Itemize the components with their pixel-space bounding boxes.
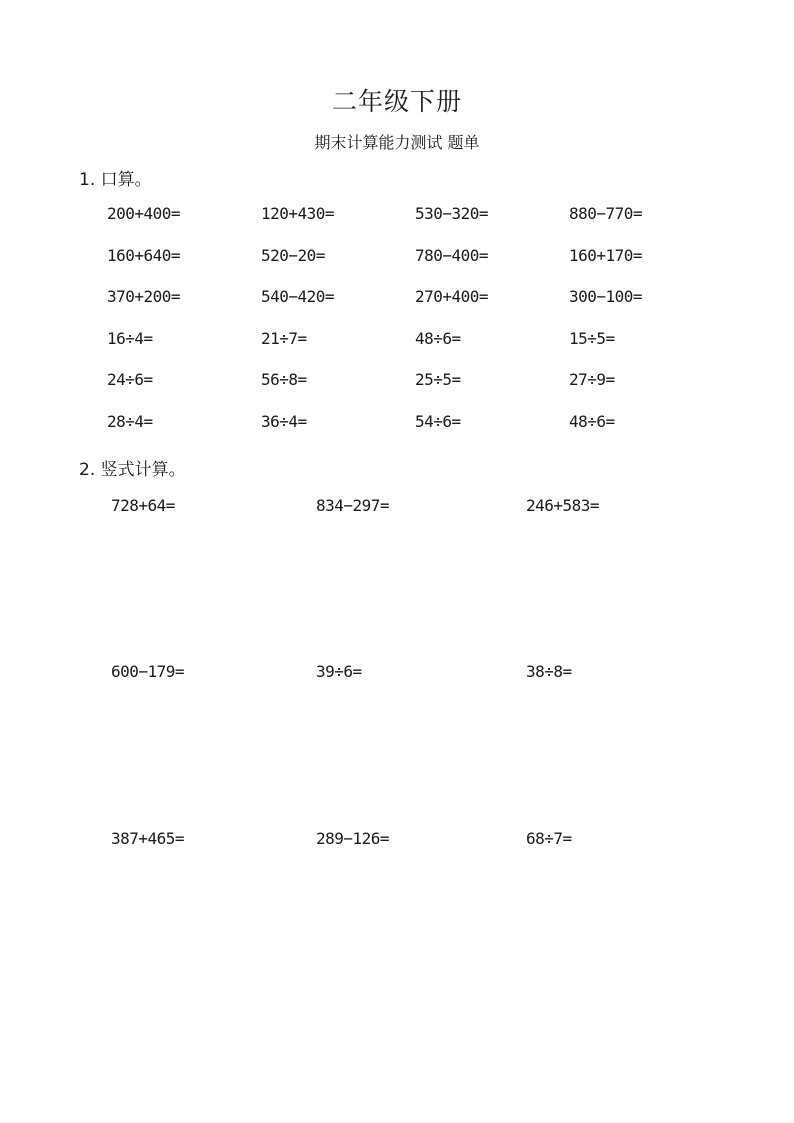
- oral-problem: 25÷5=: [415, 370, 461, 389]
- oral-problem: 160+170=: [569, 245, 643, 265]
- vertical-problem: 38÷8=: [526, 662, 572, 681]
- oral-problem: 48÷6=: [569, 411, 615, 431]
- oral-row: [107, 287, 723, 329]
- vertical-problem: 68÷7=: [526, 829, 572, 848]
- oral-problem: 120+430=: [261, 204, 335, 223]
- section-vertical-title: 2. 竖式计算。: [79, 460, 186, 480]
- oral-problem: 16÷4=: [107, 328, 153, 348]
- oral-row: [107, 370, 723, 412]
- oral-problem: 36÷4=: [261, 411, 307, 431]
- oral-problem: 270+400=: [415, 287, 489, 306]
- oral-problem: 160+640=: [107, 245, 181, 265]
- oral-problem: 28÷4=: [107, 411, 153, 431]
- oral-problem: 300−100=: [569, 287, 643, 306]
- vertical-problem: 246+583=: [526, 496, 600, 515]
- vertical-problem: 728+64=: [111, 496, 175, 515]
- oral-problem: 520−20=: [261, 245, 325, 265]
- oral-problem: 27÷9=: [569, 370, 615, 389]
- oral-problem: 24÷6=: [107, 370, 153, 389]
- oral-row: [107, 412, 723, 454]
- oral-problem: 540−420=: [261, 287, 335, 306]
- oral-row: [107, 204, 723, 246]
- vertical-problem: 289−126=: [316, 829, 390, 848]
- vertical-problem: 39÷6=: [316, 662, 362, 681]
- vertical-problem: 600−179=: [111, 662, 185, 681]
- oral-problems-grid: [107, 204, 723, 453]
- oral-problem: 15÷5=: [569, 328, 615, 348]
- oral-problem: 56÷8=: [261, 370, 307, 389]
- oral-problem: 880−770=: [569, 204, 643, 223]
- oral-problem: 200+400=: [107, 204, 181, 223]
- oral-problem: 780−400=: [415, 245, 489, 265]
- oral-problem: 21÷7=: [261, 328, 307, 348]
- page-title: 二年级下册: [331, 87, 462, 116]
- oral-problem: 370+200=: [107, 287, 181, 306]
- oral-problem: 54÷6=: [415, 411, 461, 431]
- vertical-problem: 834−297=: [316, 496, 390, 515]
- page-subtitle: 期末计算能力测试 题单: [314, 133, 480, 152]
- oral-problem: 530−320=: [415, 204, 489, 223]
- section-oral-title: 1. 口算。: [79, 170, 152, 190]
- vertical-problem: 387+465=: [111, 829, 185, 848]
- oral-row: [107, 246, 723, 288]
- oral-row: [107, 329, 723, 371]
- oral-problem: 48÷6=: [415, 328, 461, 348]
